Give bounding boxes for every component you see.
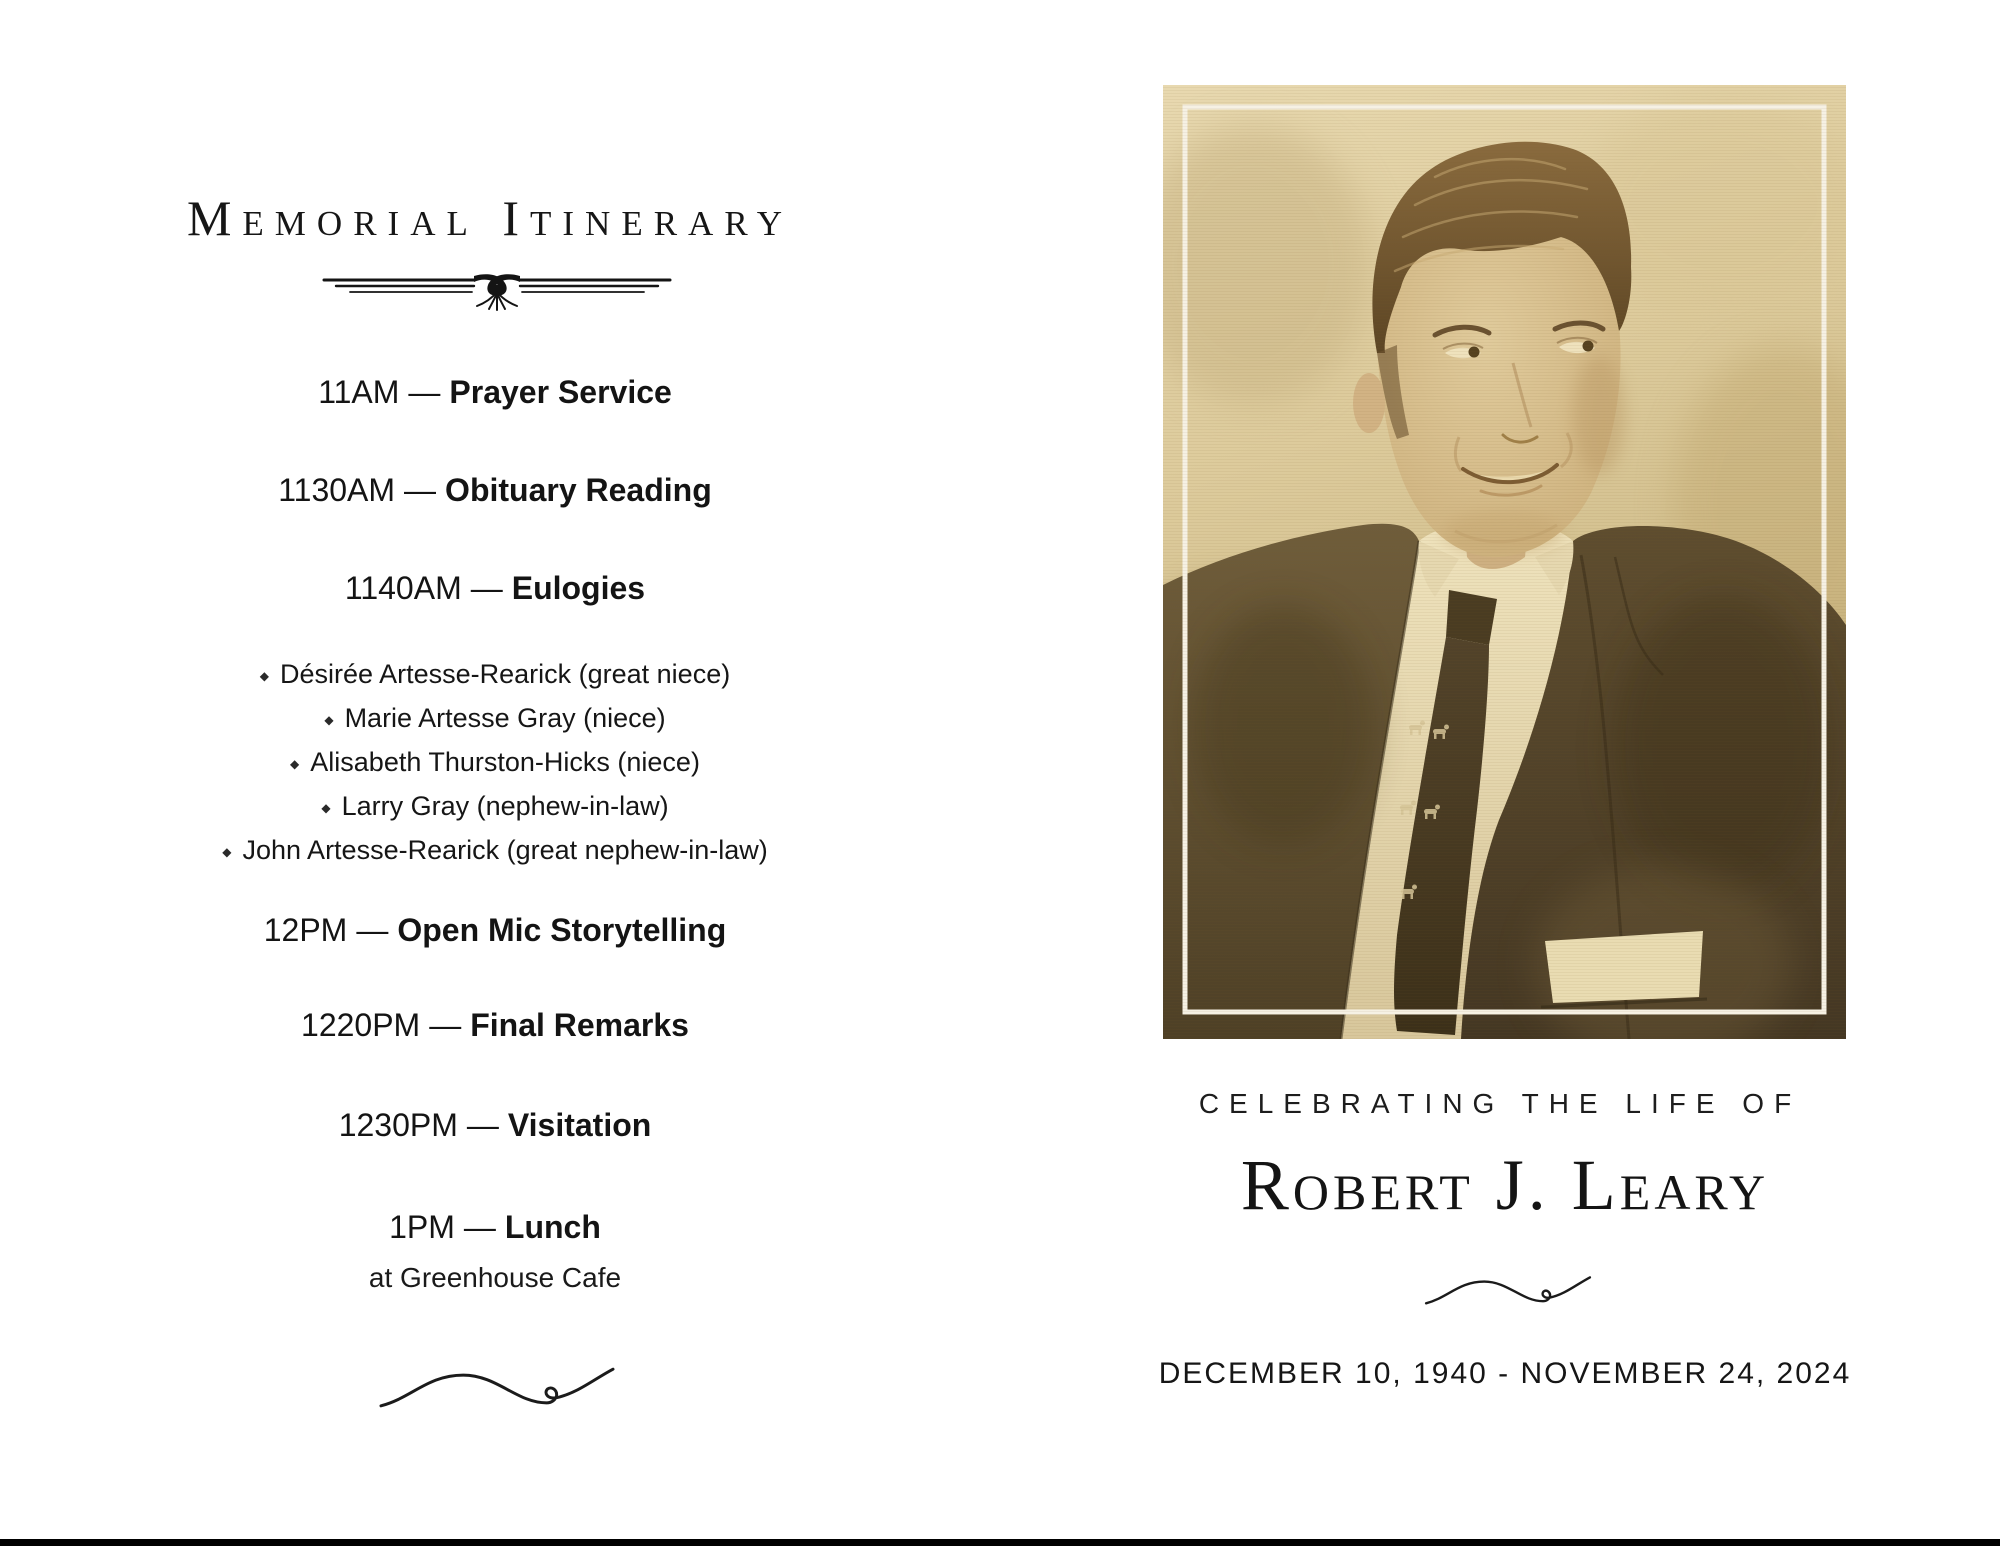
bottom-black-bar [0, 1539, 2000, 1546]
schedule-event: Visitation [507, 1107, 652, 1143]
dash-separator: — [470, 570, 503, 606]
schedule-time: 1PM [389, 1209, 455, 1245]
deceased-name: Robert J. Leary [1240, 1145, 1770, 1225]
speaker-name: John Artesse-Rearick (great nephew-in-law) [242, 835, 768, 865]
list-item [0, 653, 990, 697]
schedule-time: 1140AM [344, 570, 462, 606]
diamond-bullet-icon: ◆ [259, 669, 270, 683]
schedule-event: Open Mic Storytelling [397, 912, 727, 948]
schedule-event: Obituary Reading [445, 472, 712, 508]
ornamental-divider-icon [322, 262, 672, 312]
portrait-photo-illustration [1163, 85, 1846, 1039]
dash-separator: — [429, 1007, 462, 1043]
dash-separator: — [466, 1107, 499, 1143]
dash-separator: — [404, 472, 437, 508]
schedule-event: Prayer Service [449, 374, 672, 410]
dash-separator: — [463, 1209, 496, 1245]
speaker-name: Alisabeth Thurston-Hicks (niece) [310, 747, 700, 777]
schedule-time: 11AM [318, 374, 400, 410]
schedule-time: 1130AM [278, 472, 396, 508]
speaker-name: Larry Gray (nephew-in-law) [341, 791, 669, 821]
list-item [0, 829, 990, 873]
diamond-bullet-icon: ◆ [321, 801, 331, 815]
dash-separator: — [408, 374, 441, 410]
eulogy-speakers-list [0, 653, 990, 873]
diamond-bullet-icon: ◆ [324, 713, 334, 727]
schedule-event: Lunch [504, 1209, 601, 1245]
schedule-time: 1220PM [301, 1007, 421, 1043]
flourish-icon [1424, 1272, 1592, 1308]
life-dates: DECEMBER 10, 1940 - NOVEMBER 24, 2024 [1158, 1357, 1852, 1390]
diamond-bullet-icon: ◆ [222, 845, 232, 859]
list-item [0, 741, 990, 785]
portrait-photo [1163, 85, 1846, 1039]
dash-separator: — [356, 912, 389, 948]
list-item [0, 697, 990, 741]
schedule-item [0, 372, 990, 412]
list-item [0, 785, 990, 829]
schedule-event: Final Remarks [470, 1007, 689, 1043]
schedule-item [0, 568, 990, 608]
schedule-item [0, 910, 990, 950]
page-title: Memorial Itinerary [186, 190, 794, 246]
schedule-item [0, 470, 990, 510]
schedule-item [0, 1005, 990, 1045]
speaker-name: Désirée Artesse-Rearick (great niece) [280, 659, 731, 689]
flourish-icon [378, 1362, 616, 1412]
schedule-event: Eulogies [511, 570, 646, 606]
schedule-time: 12PM [263, 912, 348, 948]
schedule-time: 1230PM [338, 1107, 458, 1143]
schedule-item [0, 1207, 990, 1247]
celebrating-eyebrow: CELEBRATING THE LIFE OF [1198, 1088, 1802, 1119]
schedule-item [0, 1105, 990, 1145]
lunch-location: at Greenhouse Cafe [368, 1262, 622, 1293]
diamond-bullet-icon: ◆ [290, 757, 300, 771]
speaker-name: Marie Artesse Gray (niece) [344, 703, 666, 733]
